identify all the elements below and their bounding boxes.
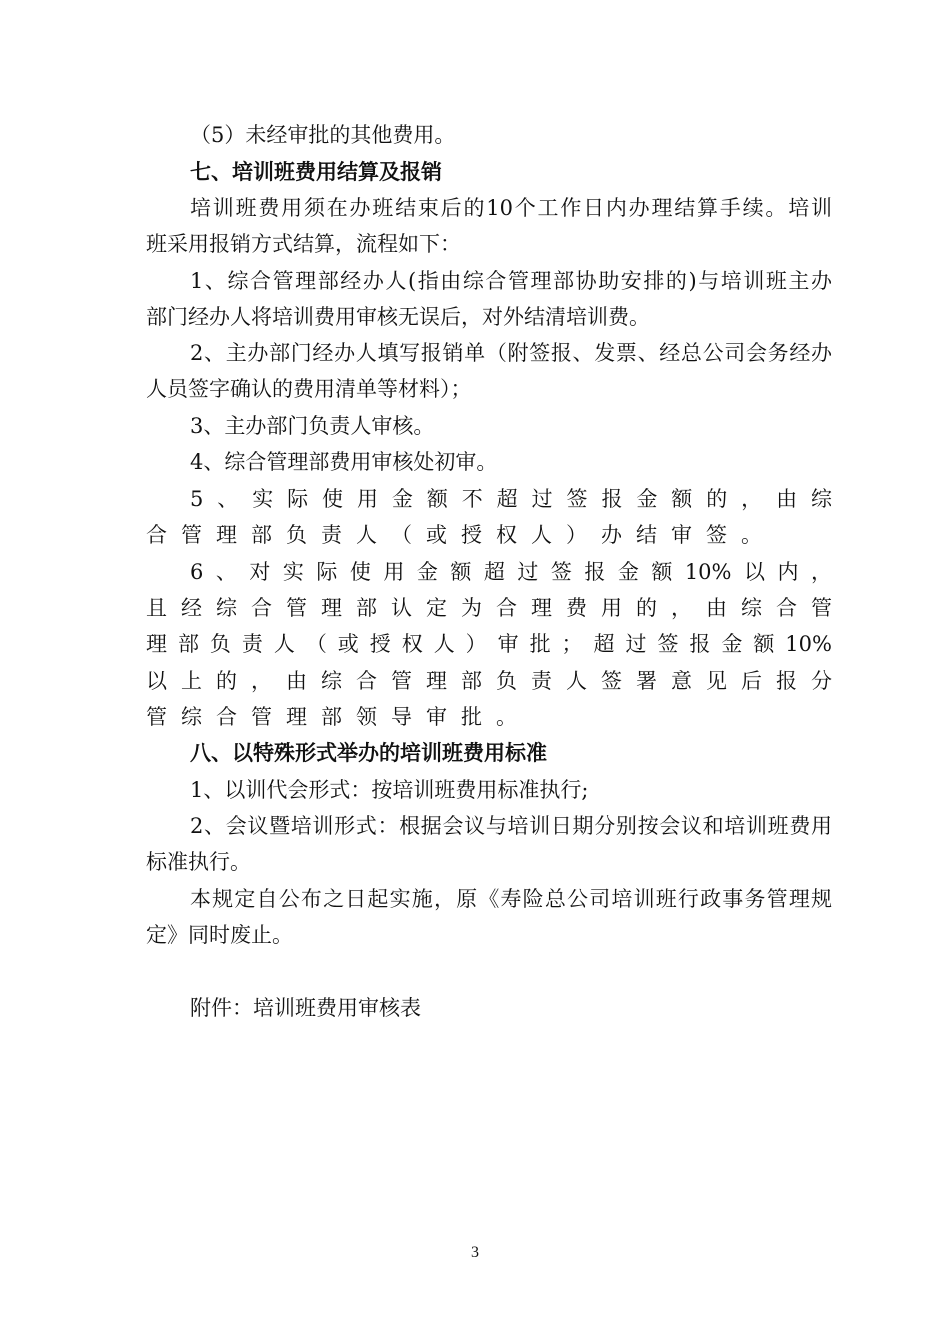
- effective-date-paragraph: 定》同时废止。: [146, 923, 293, 947]
- step-5-line: 合管理部负责人（或授权人）办结审签。: [146, 523, 776, 547]
- effective-date-paragraph: 本规定自公布之日起实施，原《寿险总公司培训班行政事务管理规: [190, 887, 832, 911]
- page-number: 3: [471, 1244, 479, 1261]
- item-5-other-costs: （5）未经审批的其他费用。: [190, 123, 456, 147]
- section-7-heading: 七、培训班费用结算及报销: [190, 160, 442, 184]
- section-8-heading: 八、以特殊形式举办的培训班费用标准: [190, 741, 547, 765]
- step-1-line: 1、综合管理部经办人(指由综合管理部协助安排的)与培训班主办: [190, 269, 832, 293]
- step-6-line: 6、对实际使用金额超过签报金额10%以内，: [190, 560, 832, 584]
- step-2-line: 2、主办部门经办人填写报销单（附签报、发票、经总公司会务经办: [190, 341, 832, 365]
- special-form-item-1: 1、以训代会形式：按培训班费用标准执行;: [190, 778, 589, 802]
- step-3-line: 3、主办部门负责人审核。: [190, 414, 435, 438]
- special-form-item-2: 标准执行。: [146, 850, 251, 874]
- paragraph-line: 培训班费用须在办班结束后的10个工作日内办理结算手续。培训: [190, 196, 832, 220]
- attachment-line: 附件：培训班费用审核表: [190, 996, 421, 1020]
- step-2-line: 人员签字确认的费用清单等材料）；: [146, 377, 472, 401]
- step-6-line: 以上的，由综合管理部负责人签署意见后报分: [146, 669, 832, 693]
- special-form-item-2: 2、会议暨培训形式：根据会议与培训日期分别按会议和培训班费用: [190, 814, 832, 838]
- paragraph-line: 班采用报销方式结算，流程如下：: [146, 232, 461, 256]
- step-4-line: 4、综合管理部费用审核处初审。: [190, 450, 498, 474]
- step-6-line: 管综合管理部领导审批。: [146, 705, 531, 729]
- step-5-line: 5、实际使用金额不超过签报金额的，由综: [190, 487, 832, 511]
- step-1-line: 部门经办人将培训费用审核无误后，对外结清培训费。: [146, 305, 650, 329]
- step-6-line: 理部负责人（或授权人）审批；超过签报金额10%: [146, 632, 832, 656]
- step-6-line: 且经综合管理部认定为合理费用的，由综合管: [146, 596, 832, 620]
